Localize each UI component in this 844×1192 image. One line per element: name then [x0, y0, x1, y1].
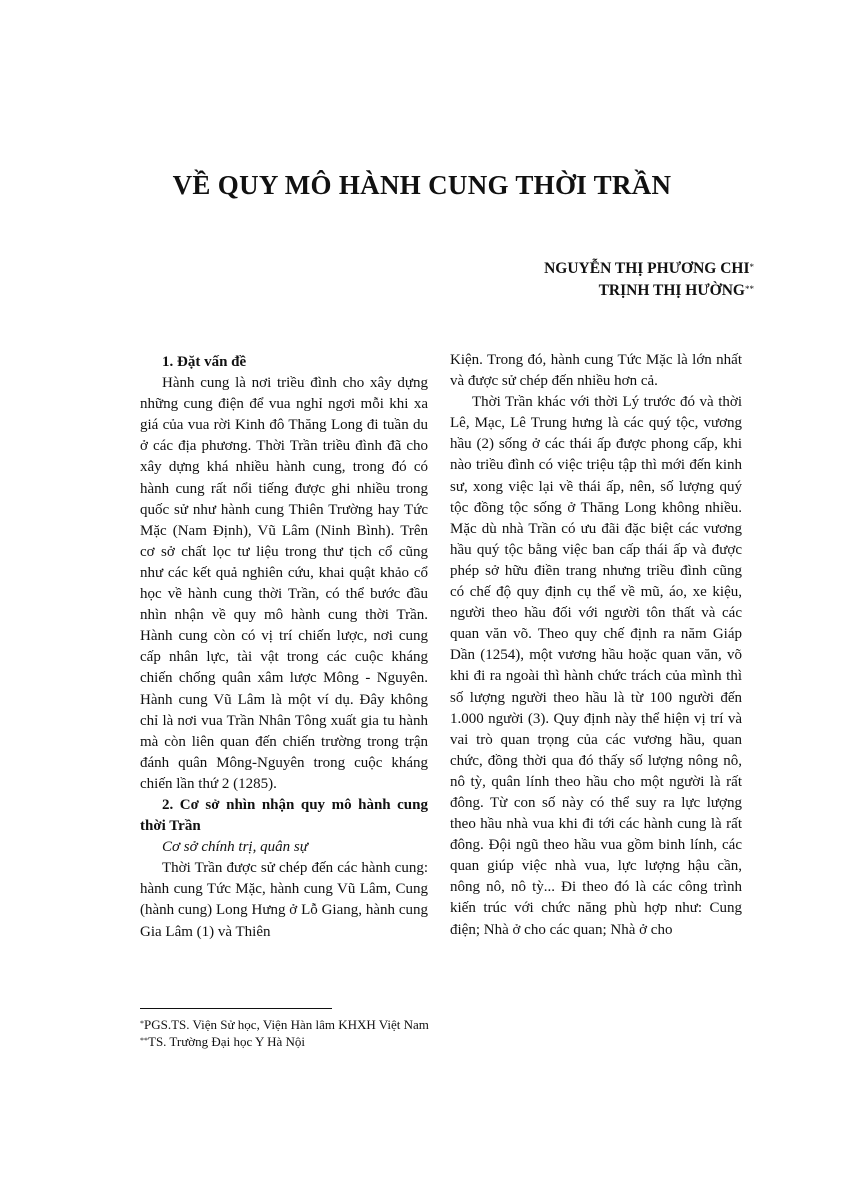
footnote-mark: **	[140, 1036, 148, 1045]
author-affiliation-mark: *	[749, 262, 754, 272]
footnote-text: PGS.TS. Viện Sử học, Viện Hàn lâm KHXH Việt Nam	[144, 1017, 429, 1032]
author-line	[544, 280, 754, 302]
subsection-heading: Cơ sở chính trị, quân sự	[162, 839, 308, 856]
footnote-separator	[140, 1008, 332, 1009]
section-heading: 2. Cơ sở nhìn nhận quy mô hành cung thời Trần	[140, 796, 428, 835]
author-line	[544, 258, 754, 280]
footnote	[140, 1033, 429, 1050]
body-paragraph-continued: Kiện. Trong đó, hành cung Tức Mặc là lớn nhất và được sử chép đến nhiều hơn cả.	[450, 352, 742, 390]
section-heading: 1. Đặt vấn đề	[162, 354, 247, 370]
author-name: NGUYỄN THỊ PHƯƠNG CHI	[544, 260, 750, 277]
body-paragraph: Hành cung là nơi triều đình cho xây dựng những cung điện để vua nghỉ ngơi mỗi khi xa giá của vua rời Kinh đô Thăng Long đi tuần du ở các địa phương. Thời Trần triều đình đã cho xây dựng khá nhiều hành cung, trong đó có hành cung rất nổi tiếng được ghi nhiều trong quốc sử như hành cung Thiên Trường hay Tức Mặc (Nam Định), Vũ Lâm (Ninh Bình). Trên cơ sở chất lọc tư liệu trong thư tịch cổ cũng như các kết quả nghiên cứu, khai quật khảo cổ học về hành cung thời Trần, có thể bước đầu nhìn nhận về quy mô hành cung thời Trần. Hành cung còn có vị trí chiến lược, nơi cung cấp nhân lực, tài vật trong các cuộc kháng chiến chống quân xâm lược Mông - Nguyên. Hành cung Vũ Lâm là một ví dụ. Đây không chỉ là nơi vua Trần Nhân Tông xuất gia tu hành mà còn liên quan đến chiến trường trong trận đánh quân Mông-Nguyên trong cuộc kháng chiến lần thứ 2 (1285).	[140, 375, 428, 792]
left-column	[140, 352, 428, 943]
footnote-mark: *	[140, 1019, 144, 1028]
article-title: VỀ QUY MÔ HÀNH CUNG THỜI TRẦN	[172, 170, 672, 200]
body-paragraph: Thời Trần được sử chép đến các hành cung: hành cung Tức Mặc, hành cung Vũ Lâm, Cung (hành cung) Long Hưng ở Lỗ Giang, hành cung Gia Lâm (1) và Thiên	[140, 860, 428, 940]
body-paragraph: Thời Trần khác với thời Lý trước đó và thời Lê, Mạc, Lê Trung hưng là các quý tộc, vương hầu (2) sống ở các thái ấp được phong cấp, khi nào triều đình có việc triệu tập thì mới đến kinh sư, xong việc lại về thái ấp, nên, số lượng quý tộc đồng tộc sống ở Thăng Long không nhiều. Mặc dù nhà Trần có ưu đãi đặc biệt các vương hầu quý tộc bằng việc ban cấp thái ấp và được phép sở hữu điền trang nhưng triều đình cũng có chế độ quy định cụ thể về mũ, áo, xe kiệu, người theo hầu đối với người tôn thất và các quan văn võ. Theo quy chế định ra năm Giáp Dần (1254), một vương hầu hoặc quan văn, võ khi đi ra ngoài thì hành chức trách của mình thì số lượng người theo hầu là từ 100 người đến 1.000 người (3). Quy định này thể hiện vị trí và vai trò quan trọng của các vương hầu, quan chức, đồng thời qua đó thấy số lượng nông nô, nô tỳ, quân lính theo hầu cho một người là rất đông. Từ con số này có thể suy ra lực lượng theo hầu nhà vua khi đi tới các hành cung là rất đông. Đội ngũ theo hầu vua gồm binh lính, các quan giúp việc nhà vua, lực lượng hậu cần, nông nô, nô tỳ... Đi theo đó là các công trình kiến trúc với chức năng phù hợp như: Cung điện; Nhà ở cho các quan; Nhà ở cho	[450, 394, 742, 938]
footnote-text: TS. Trường Đại học Y Hà Nội	[148, 1034, 306, 1049]
author-name: TRỊNH THỊ HƯỜNG	[598, 282, 745, 299]
footnote	[140, 1016, 429, 1033]
author-block	[544, 258, 754, 302]
right-column	[450, 350, 742, 941]
author-affiliation-mark: **	[745, 284, 754, 294]
footnotes	[140, 1016, 429, 1050]
